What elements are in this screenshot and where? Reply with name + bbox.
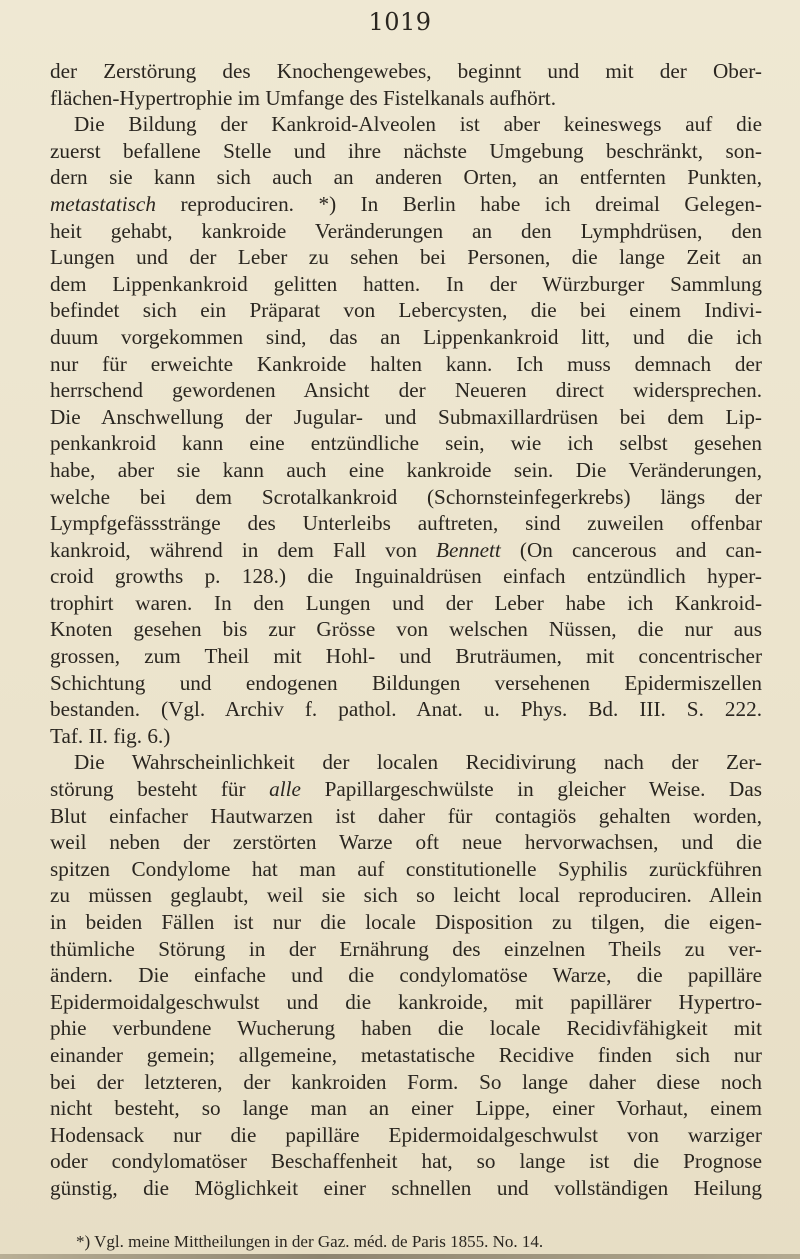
text-line: grossen, zum Theil mit Hohl- und Bruträumen, mit concentrischer: [50, 644, 762, 669]
text-line: Lympfgefässstränge des Unterleibs auftreten, sind zuweilen offenbar: [50, 511, 762, 536]
text-line: penkankroid kann eine entzündliche sein, wie ich selbst gesehen: [50, 431, 762, 456]
text-line: Die Bildung der Kankroid-Alveolen ist aber keineswegs auf die: [74, 112, 762, 137]
text-line: störung besteht für alle Papillargeschwülste in gleicher Weise. Das: [50, 777, 762, 802]
text-line: einander gemein; allgemeine, metastatische Recidive finden sich nur: [50, 1042, 762, 1067]
text-line: thümliche Störung in der Ernährung des einzelnen Theils zu ver-: [50, 936, 762, 961]
text-line: herrschend gewordenen Ansicht der Neueren direct widersprechen.: [50, 378, 762, 403]
text-line: duum vorgekommen sind, das an Lippenkankroid litt, und die ich: [50, 324, 762, 349]
text-line: nicht besteht, so lange man an einer Lippe, einer Vorhaut, einem: [50, 1096, 762, 1121]
text-line: Blut einfacher Hautwarzen ist daher für contagiös gehalten worden,: [50, 803, 762, 828]
text-line: weil neben der zerstörten Warze oft neue hervorwachsen, und die: [50, 830, 762, 855]
text-line: Hodensack nur die papilläre Epidermoidalgeschwulst von warziger: [50, 1122, 762, 1147]
text-line: nur für erweichte Kankroide halten kann. Ich muss demnach der: [50, 351, 762, 376]
text-line: der Zerstörung des Knochengewebes, beginnt und mit der Ober-: [50, 59, 762, 83]
text-line: Taf. II. fig. 6.): [50, 723, 171, 748]
text-line: spitzen Condylome hat man auf constitutionelle Syphilis zurückführen: [50, 856, 762, 881]
text-line: dem Lippenkankroid gelitten hatten. In der Würzburger Sammlung: [50, 271, 762, 296]
text-line: flächen-Hypertrophie im Umfange des Fistelkanals aufhört.: [50, 85, 556, 110]
text-line: croid growths p. 128.) die Inguinaldrüsen einfach entzündlich hyper-: [50, 564, 762, 589]
text-line: Die Anschwellung der Jugular- und Submaxillardrüsen bei dem Lip-: [50, 404, 762, 429]
text-line: Knoten gesehen bis zur Grösse von welschen Nüssen, die nur aus: [50, 617, 762, 642]
text-line: metastatisch reproduciren. *) In Berlin habe ich dreimal Gelegen-: [50, 191, 762, 216]
text-line: bestanden. (Vgl. Archiv f. pathol. Anat. u. Phys. Bd. III. S. 222.: [50, 697, 762, 722]
text-line: befindet sich ein Präparat von Lebercysten, die bei einem Indivi-: [50, 298, 762, 323]
page-number: 1019: [368, 8, 432, 36]
footnote: *) Vgl. meine Mittheilungen in der Gaz. méd. de Paris 1855. No. 14.: [76, 1232, 544, 1251]
text-line: trophirt waren. In den Lungen und der Leber habe ich Kankroid-: [50, 590, 762, 615]
text-line: oder condylomatöser Beschaffenheit hat, so lange ist die Prognose: [50, 1149, 762, 1174]
text-line: zuerst befallene Stelle und ihre nächste Umgebung beschränkt, son-: [50, 138, 762, 163]
text-line: kankroid, während in dem Fall von Bennett (On cancerous and can-: [50, 537, 762, 562]
text-line: heit gehabt, kankroide Veränderungen an den Lymphdrüsen, den: [50, 218, 762, 243]
text-line: Die Wahrscheinlichkeit der localen Recidivirung nach der Zer-: [74, 750, 762, 775]
text-line: Lungen und der Leber zu sehen bei Personen, die lange Zeit an: [50, 245, 762, 270]
text-line: welche bei dem Scrotalkankroid (Schornsteinfegerkrebs) längs der: [50, 484, 762, 509]
text-line: Schichtung und endogenen Bildungen versehenen Epidermiszellen: [50, 670, 762, 695]
text-line: günstig, die Möglichkeit einer schnellen und vollständigen Heilung: [50, 1175, 762, 1200]
text-line: Epidermoidalgeschwulst und die kankroide, mit papillärer Hypertro-: [50, 989, 762, 1014]
text-line: habe, aber sie kann auch eine kankroide sein. Die Veränderungen,: [50, 457, 762, 482]
text-line: phie verbundene Wucherung haben die locale Recidivfähigkeit mit: [50, 1016, 762, 1041]
body-text: [50, 58, 762, 1202]
text-line: zu müssen geglaubt, weil sie sich so leicht local reproduciren. Allein: [50, 883, 762, 908]
page-edge-shadow: [0, 1254, 800, 1259]
text-line: bei der letzteren, der kankroiden Form. So lange daher diese noch: [50, 1069, 762, 1094]
text-line: in beiden Fällen ist nur die locale Disposition zu tilgen, die eigen-: [50, 910, 762, 934]
text-line: dern sie kann sich auch an anderen Orten, an entfernten Punkten,: [50, 165, 762, 190]
text-line: ändern. Die einfache und die condylomatöse Warze, die papilläre: [50, 963, 762, 988]
